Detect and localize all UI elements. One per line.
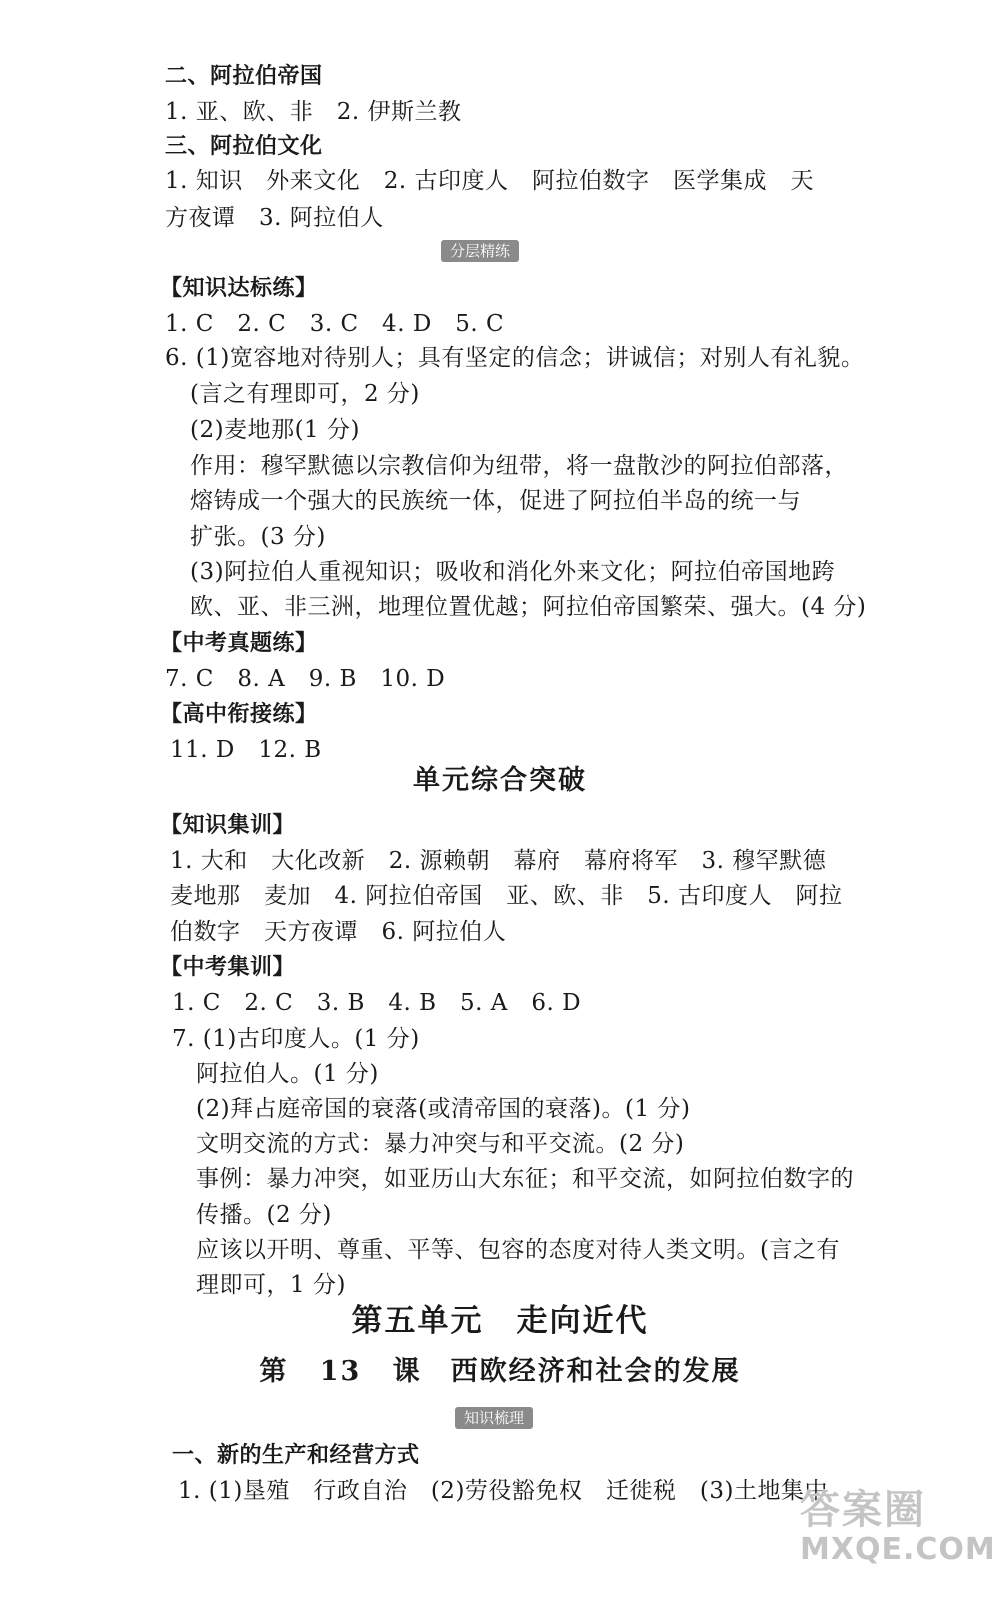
section-heading: 三、阿拉伯文化: [165, 134, 323, 159]
answer-line: 麦地那 麦加 4. 阿拉伯帝国 亚、欧、非 5. 古印度人 阿拉: [170, 883, 843, 909]
answer-line: 应该以开明、尊重、平等、包容的态度对待人类文明。(言之有: [196, 1237, 840, 1263]
answer-line: 11. D 12. B: [170, 737, 322, 763]
section-heading: 一、新的生产和经营方式: [172, 1443, 420, 1468]
answer-line: 传播。(2 分): [196, 1202, 332, 1228]
answer-line: 事例：暴力冲突，如亚历山大东征；和平交流，如阿拉伯数字的: [196, 1166, 854, 1192]
answer-line: 作用：穆罕默德以宗教信仰为纽带，将一盘散沙的阿拉伯部落，: [190, 453, 848, 479]
exercise-heading: 【知识达标练】: [160, 276, 318, 301]
exercise-heading: 【中考集训】: [160, 955, 296, 980]
answer-line: 文明交流的方式：暴力冲突与和平交流。(2 分): [196, 1131, 685, 1157]
answer-line: 6. (1)宽容地对待别人；具有坚定的信念；讲诚信；对别人有礼貌。: [165, 345, 865, 371]
answer-line: 1. 亚、欧、非 2. 伊斯兰教: [165, 99, 462, 125]
unit-title: 第五单元 走向近代: [351, 1303, 649, 1339]
lesson-title: 第 13 课 西欧经济和社会的发展: [259, 1356, 741, 1387]
answer-line: 熔铸成一个强大的民族统一体，促进了阿拉伯半岛的统一与: [190, 488, 801, 514]
answer-line: 阿拉伯人。(1 分): [196, 1061, 379, 1087]
answer-line: 欧、亚、非三洲，地理位置优越；阿拉伯帝国繁荣、强大。(4 分): [190, 594, 867, 620]
answer-line: (2)麦地那(1 分): [190, 417, 360, 443]
section-heading: 二、阿拉伯帝国: [165, 64, 323, 89]
answer-line: 伯数字 天方夜谭 6. 阿拉伯人: [170, 919, 507, 945]
watermark-logo: 答案圈: [800, 1487, 926, 1533]
exercise-heading: 【中考真题练】: [160, 631, 318, 656]
exercise-heading: 【高中衔接练】: [160, 702, 318, 727]
exercise-heading: 【知识集训】: [160, 813, 296, 838]
answer-line: 1. 大和 大化改新 2. 源赖朝 幕府 幕府将军 3. 穆罕默德: [170, 848, 827, 874]
answer-line: 理即可，1 分): [196, 1272, 346, 1298]
unit-review-title: 单元综合突破: [413, 765, 587, 796]
answer-line: 1. 知识 外来文化 2. 古印度人 阿拉伯数字 医学集成 天: [165, 168, 815, 194]
answer-line: (言之有理即可，2 分): [190, 381, 420, 407]
answer-line: 1. C 2. C 3. B 4. B 5. A 6. D: [172, 990, 582, 1016]
answer-line: 7. C 8. A 9. B 10. D: [165, 666, 446, 692]
answer-line: (3)阿拉伯人重视知识；吸收和消化外来文化；阿拉伯帝国地跨: [190, 559, 836, 585]
answer-line: 1. (1)垦殖 行政自治 (2)劳役豁免权 迁徙税 (3)土地集中: [178, 1478, 828, 1504]
section-tag: 知识梳理: [455, 1407, 533, 1429]
answer-line: (2)拜占庭帝国的衰落(或清帝国的衰落)。(1 分): [196, 1096, 691, 1122]
answer-line: 方夜谭 3. 阿拉伯人: [165, 205, 384, 231]
answer-line: 1. C 2. C 3. C 4. D 5. C: [165, 311, 505, 337]
answer-line: 扩张。(3 分): [190, 524, 326, 550]
section-tag: 分层精练: [441, 240, 519, 262]
answer-line: 7. (1)古印度人。(1 分): [172, 1026, 420, 1052]
watermark-url: MXQE.COM: [800, 1532, 996, 1567]
